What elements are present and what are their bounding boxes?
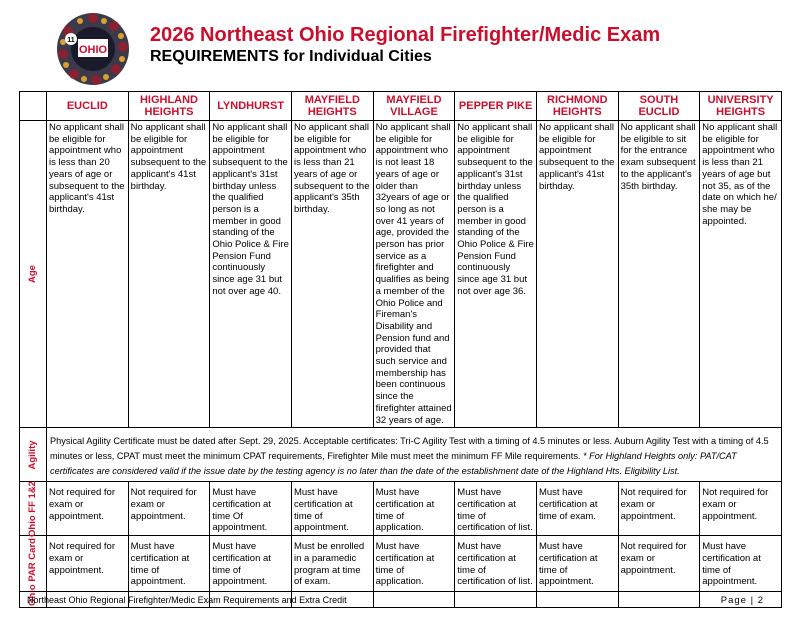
header-row [20, 92, 782, 121]
age-cell: No applicant shall be eligible for appointment who is less than 21 years of age or subsequent to the applicant's 35th birthday. [291, 121, 373, 428]
age-cell: No applicant shall be eligible for appointment who is less than 20 years of age or subsequent to the applicant's 41st birthday. [47, 121, 129, 428]
par-cell: Must have certification at time of appointment. [210, 536, 292, 608]
corner-cell [20, 92, 47, 121]
par-cell: Must have certification at time of appointment. [700, 536, 782, 608]
age-cell: No applicant shall be eligible for appointment subsequent to the applicant's 41st birthday. [536, 121, 618, 428]
row-label-agility [20, 428, 47, 482]
logo-number: 11 [67, 37, 75, 44]
par-cell: Must have certification at time of appointment. [536, 536, 618, 608]
age-cell: No applicant shall be eligible for appointment subsequent to the applicant's 31st birthday unless the qualified person is a member in good standing of the Ohio Police & Fire Pension Fund continuously since age 31 but not over age 40. [210, 121, 292, 428]
row-label-ff [20, 482, 47, 536]
page-number: Page | 2 [720, 595, 764, 606]
row-label-text: Age [27, 265, 38, 284]
row-label-text: Agility [27, 440, 38, 470]
city-header: MAYFIELD VILLAGE [373, 92, 455, 121]
ff-cell: Must have certification at time of certification of list. [455, 482, 537, 536]
par-cell: Must have certification at time of appointment. [128, 536, 210, 608]
ff-cell: Must have certification at time of application. [373, 482, 455, 536]
agility-note: * For Highland Heights only: PAT/CAT certificates are considered valid if the issue date by the testing agency is no later than the date of the establishment date of the Highland Hts. Eligibility List. [50, 451, 737, 477]
city-header: RICHMOND HEIGHTS [536, 92, 618, 121]
ff-cell: Not required for exam or appointment. [128, 482, 210, 536]
par-cell: Must have certification at time of certification of list. [455, 536, 537, 608]
city-header: SOUTH EUCLID [618, 92, 700, 121]
agility-text: Physical Agility Certificate must be dated after Sept. 29, 2025. Acceptable certificates: Tri-C Agility Test with a timing of 4.5 minutes or less. Auburn Agility Test with a timing of 4.5 minutes or less, CPAT must meet the minimum CPAT requirements, Firefighter Mile must meet the minimum FF Mile requirements. [50, 436, 769, 462]
footer-text: Northeast Ohio Regional Firefighter/Medic Exam Requirements and Extra Credit [27, 595, 347, 605]
age-cell: No applicant shall be eligible to sit for the entrance exam subsequent to the applicant's 35th birthday. [618, 121, 700, 428]
par-cell: Not required for exam or appointment. [618, 536, 700, 608]
row-label-text: Ohio PAR Card [27, 537, 38, 606]
city-header: MAYFIELD HEIGHTS [291, 92, 373, 121]
agility-cell [47, 428, 782, 482]
agility-row [20, 428, 782, 482]
page-subtitle: REQUIREMENTS for Individual Cities [150, 48, 432, 65]
ff-cell: Not required for exam or appointment. [700, 482, 782, 536]
city-header: LYNDHURST [210, 92, 292, 121]
ff-cell: Not required for exam or appointment. [618, 482, 700, 536]
page-title: 2026 Northeast Ohio Regional Firefighter/Medic Exam [150, 24, 661, 46]
age-row [20, 121, 782, 428]
page-footer [19, 591, 782, 606]
row-label-age [20, 121, 47, 428]
ff-cell: Must have certification at time Of appointment. [210, 482, 292, 536]
requirements-table [19, 91, 782, 608]
ff-cell: Must have certification at time of appointment. [291, 482, 373, 536]
city-header: EUCLID [47, 92, 129, 121]
par-cell: Not required for exam or appointment. [47, 536, 129, 608]
city-header: HIGHLAND HEIGHTS [128, 92, 210, 121]
city-header: UNIVERSITY HEIGHTS [700, 92, 782, 121]
logo-text: OHIO [78, 44, 108, 56]
ohio-regional-logo [56, 12, 130, 86]
ff-cell: Must have certification at time of exam. [536, 482, 618, 536]
age-cell: No applicant shall be eligible for appointment who is less than 21 years of age but not 35, as of the date on which he/ she may be appointed. [700, 121, 782, 428]
ff-row [20, 482, 782, 536]
par-cell: Must have certification at time of application. [373, 536, 455, 608]
par-cell: Must be enrolled in a paramedic program at time of exam. [291, 536, 373, 608]
age-cell: No applicant shall be eligible for appointment who is not least 18 years of age or older than 32years of age or so long as not over 41 years of age, provided the person has prior service as a firefighter and qualifies as being a member of the Ohio Police and Fireman's Disability and Pension fund and provided that such service and membership has been continuous since the firefighter attained 32 years of age. [373, 121, 455, 428]
city-header: PEPPER PIKE [455, 92, 537, 121]
ff-cell: Not required for exam or appointment. [47, 482, 129, 536]
age-cell: No applicant shall be eligible for appointment subsequent to the applicant's 41st birthday. [128, 121, 210, 428]
row-label-text: Ohio FF 1&2 [27, 480, 38, 537]
age-cell: No applicant shall be eligible for appointment subsequent to the applicant's 31st birthday unless the qualified person is a member in good standing of the Ohio Police & Fire Pension Fund continuously since age 31 but not over age 36. [455, 121, 537, 428]
